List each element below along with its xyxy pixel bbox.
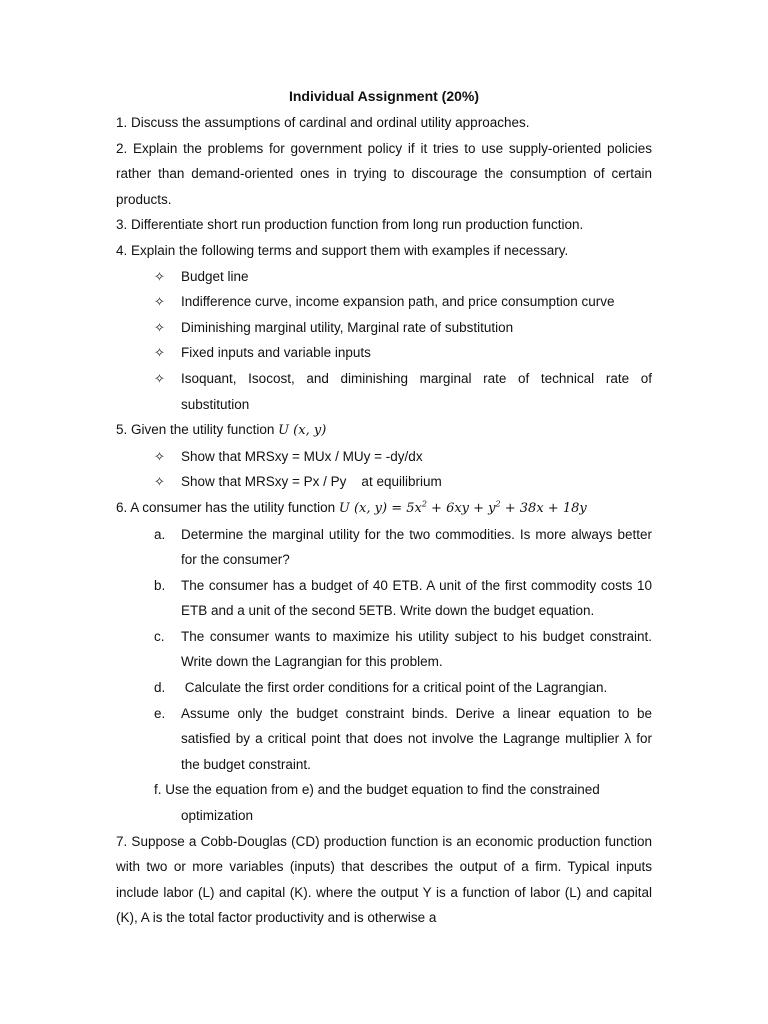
q6-func-exponent: 2: [495, 499, 501, 509]
assignment-title: Individual Assignment (20%): [288, 88, 480, 104]
q6-item-letter: b.: [154, 577, 166, 593]
q6-func-part: + 38x + 18y: [500, 500, 587, 516]
q6-item-text: Determine the marginal utility for the two commodities. Is more always better for the consumer?: [181, 526, 652, 568]
q6-prefix: 6. A consumer has the utility function: [116, 499, 339, 515]
q6-item-b: [116, 573, 652, 624]
q6-item-text: Assume only the budget constraint binds. Derive a linear equation to be satisfied by a critical point that does not involve the Lagrange multiplier λ for the budget constraint.: [181, 705, 652, 772]
q6-func-part: + 6xy + y: [426, 500, 496, 516]
q4-bullet-5: [116, 366, 652, 417]
q4-bullet-1: [116, 264, 652, 290]
q6-item-letter: e.: [154, 705, 166, 721]
q4-bullet-2: [116, 289, 652, 315]
star-bullet-icon: ✧: [154, 345, 165, 361]
q5-bullet-2: [116, 469, 652, 495]
q4-bullet-3: [116, 315, 652, 341]
question-7: 7. Suppose a Cobb-Douglas (CD) production function is an economic production function with two or more variables (inputs) that describes the output of a firm. Typical inputs include labor (L) and capital (K). where the output Y is a function of labor (L) and capital (K), A is the total factor productivity and is otherwise a: [116, 833, 652, 926]
assignment-content: [116, 110, 652, 931]
q4-bullet-4: [116, 340, 652, 366]
star-bullet-icon: ✧: [154, 448, 165, 464]
q4-item-text: Indifference curve, income expansion path, and price consumption curve: [181, 294, 615, 310]
q6-item-text: Calculate the first order conditions for a critical point of the Lagrangian.: [181, 680, 608, 696]
q5-item-text: Show that MRSxy = Px / Py at equilibrium: [181, 474, 442, 490]
q6-item-a: [116, 522, 652, 573]
q6-item-letter: c.: [154, 628, 165, 644]
q6-item-text: The consumer wants to maximize his utility subject to his budget constraint. Write down the Lagrangian for this problem.: [181, 628, 652, 670]
star-bullet-icon: ✧: [154, 268, 165, 284]
q5-bullet-1: [116, 444, 652, 470]
q6-item-f-line-2: optimization: [181, 808, 254, 824]
star-bullet-icon: ✧: [154, 294, 165, 310]
q6-item-c: [116, 624, 652, 675]
q5-utility-function: U (x, y): [278, 423, 327, 439]
question-3: 3. Differentiate short run production function from long run production function.: [116, 217, 584, 233]
q6-item-letter: a.: [154, 526, 166, 542]
q6-item-f-line-1: f. Use the equation from e) and the budget equation to find the constrained: [154, 782, 600, 798]
q6-item-f: [116, 777, 652, 828]
star-bullet-icon: ✧: [154, 319, 165, 335]
q4-item-text: Fixed inputs and variable inputs: [181, 345, 371, 361]
question-1: 1. Discuss the assumptions of cardinal and ordinal utility approaches.: [116, 115, 530, 130]
star-bullet-icon: ✧: [154, 370, 165, 386]
question-2: 2. Explain the problems for government policy if it tries to use supply-oriented policies rather than demand-oriented ones in trying to discourage the consumption of certain products.: [116, 140, 652, 207]
question-4: 4. Explain the following terms and support them with examples if necessary.: [116, 242, 569, 258]
star-bullet-icon: ✧: [154, 474, 165, 490]
question-5: [116, 417, 652, 444]
q6-item-letter: d.: [154, 680, 166, 696]
q6-func-exponent: 2: [421, 499, 427, 509]
q6-func-part: U (x, y) = 5x: [338, 500, 422, 516]
q5-prefix: 5. Given the utility function: [116, 422, 279, 438]
q5-item-text: Show that MRSxy = MUx / MUy = -dy/dx: [181, 448, 423, 464]
q6-item-text: The consumer has a budget of 40 ETB. A unit of the first commodity costs 10 ETB and a unit of the second 5ETB. Write down the budget equation.: [181, 577, 652, 619]
q4-item-text: Isoquant, Isocost, and diminishing marginal rate of technical rate of substitution: [181, 370, 652, 412]
q6-item-d: [116, 675, 652, 701]
question-6: [116, 495, 652, 522]
q6-utility-function: [339, 501, 587, 516]
q4-item-text: Diminishing marginal utility, Marginal rate of substitution: [181, 319, 514, 335]
q6-item-e: [116, 701, 652, 778]
q4-item-text: Budget line: [181, 268, 249, 284]
